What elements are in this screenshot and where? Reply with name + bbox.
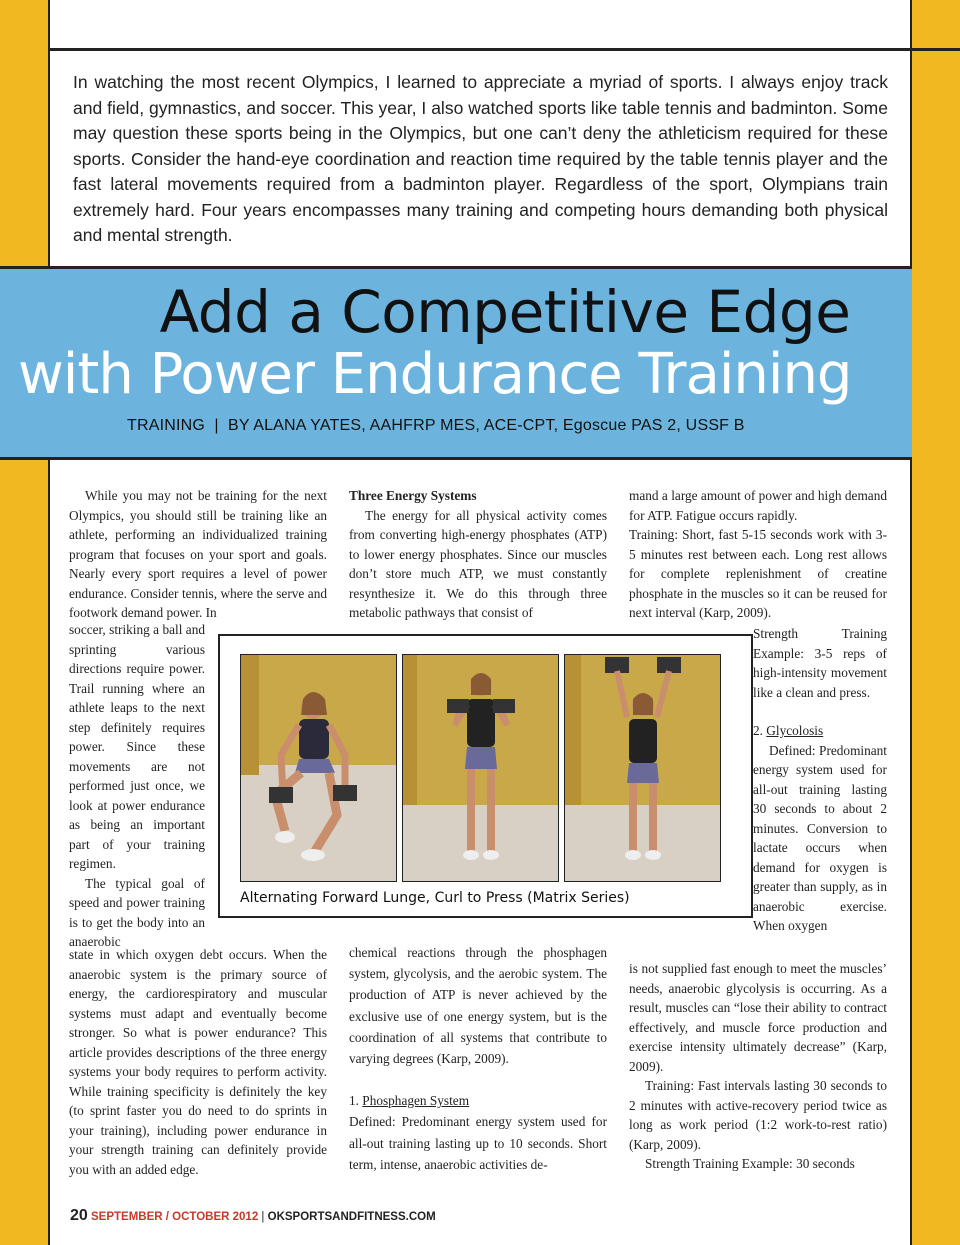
curl-illustration <box>403 655 558 881</box>
issue-date: SEPTEMBER / OCTOBER 2012 <box>91 1211 259 1223</box>
column-3-top <box>629 486 887 623</box>
lunge-illustration <box>241 655 396 881</box>
intro-paragraph: In watching the most recent Olympics, I learned to appreciate a myriad of sports. I always enjoy track and field, gymnastics, and soccer. This year, I also watched sports like table tennis and badminton. Some may question these sports being in the Olympics, but one can’t deny the athleticism required for these sports. Consider the hand-eye coordination and reaction time required by the table tennis player and the fast lateral movements required from a badminton player. Regardless of the sport, Olympians train extremely hard. Four years encompasses many training and competing hours demanding both physical and mental strength. <box>73 72 888 245</box>
left-yellow-border <box>0 0 48 1245</box>
footer-separator: | <box>258 1211 268 1223</box>
col1-paragraph-2: The typical goal of speed and power training is to get the body into an anaerobic <box>69 875 205 949</box>
col3-paragraph-4-cont: is not supplied fast enough to meet the muscles’ needs, anaerobic glycolysis is occurring. As a result, muscles can “lose their ability to contract effectively, and muscle force production and exercise intensity ultimately decrease” (Karp, 2009). <box>629 961 887 1074</box>
column-1-narrow <box>69 620 205 952</box>
phosphagen-definition: Defined: Predominant energy system used for all-out training lasting up to 10 seconds. Short term, intense, anaerobic activities de- <box>349 1114 607 1172</box>
list-item-phosphagen <box>349 1090 607 1111</box>
col1-paragraph-1: While you may not be training for the next Olympics, you should still be training like an athlete, performing an individualized training program that focuses on your sport and goals. Nearly every sport requires a level of power endurance. Consider tennis, where the serve and footwork demand power. In <box>69 488 327 620</box>
section-heading: Three Energy Systems <box>349 488 477 503</box>
right-yellow-border <box>912 0 960 1245</box>
right-rule <box>910 0 912 1245</box>
col3-paragraph-6: Strength Training Example: 30 seconds <box>645 1156 855 1171</box>
photo-forward-lunge <box>240 654 397 882</box>
col1-paragraph-1-cont: soccer, striking a ball and sprinting various directions require power. Trail running where an athlete leaps to the next step definitely requires power. Since these movements are not performed just once, we look at power endurance as being an important part of your training regimen. <box>69 622 205 871</box>
page-number: 20 <box>70 1207 88 1224</box>
col3-paragraph-3: Strength Training Example: 3-5 reps of high-intensity movement like a clean and press. <box>753 626 887 700</box>
list-number: 1. <box>349 1093 363 1109</box>
col3-paragraph-2: Training: Short, fast 5-15 seconds work with 3-5 minutes rest between each. Long rest allows for complete replenishment of creatine phosphate in the muscles so it can be reused for next interval (Karp, 2009). <box>629 527 887 620</box>
col1-paragraph-2-cont: state in which oxygen debt occurs. When the anaerobic system is the primary source of energy, the cardiorespiratory and muscular systems must adapt and eventually become stronger. So what is power endurance? This article provides descriptions of the three energy systems your body requires to perform activity. While training specificity is definitely the key (to sprint faster you do need to do sprints in your training), including power endurance in your strength training can definitely provide you with an added edge. <box>69 947 327 1177</box>
press-illustration <box>565 655 720 881</box>
list-number: 2. <box>753 723 767 738</box>
col3-paragraph-5: Training: Fast intervals lasting 30 seconds to 2 minutes with active-recovery period twice as long as work period (1:2 work-to-rest ratio) (Karp, 2009). <box>629 1078 887 1152</box>
column-3-narrow <box>753 624 887 936</box>
byline: TRAINING | BY ALANA YATES, AAHFRP MES, ACE-CPT, Egoscue PAS 2, USSF B <box>127 417 745 434</box>
website-link[interactable]: OKSPORTSANDFITNESS.COM <box>267 1211 436 1223</box>
col3-paragraph-1: mand a large amount of power and high demand for ATP. Fatigue occurs rapidly. <box>629 488 887 523</box>
column-2-bottom <box>349 942 607 1175</box>
top-rule <box>48 48 960 51</box>
page-footer <box>70 1207 436 1225</box>
left-rule <box>48 0 50 1245</box>
col2-paragraph-1: The energy for all physical activity comes from converting high-energy phosphates (ATP) to lower energy phosphates. Since our muscles don’t store much ATP, we must constantly resynthesize it. We do this through three metabolic pathways that consist of <box>349 507 607 620</box>
headline-line-1: Add a Competitive Edge <box>159 278 851 346</box>
phosphagen-heading: Phosphagen System <box>362 1093 470 1109</box>
col3-paragraph-4: Defined: Predominant energy system used for all-out training lasting 30 seconds to about 2 minutes. Conversion to lactate occurs when demand for oxygen is greater than supply, as in anaerobic exercise. When oxygen <box>753 742 887 933</box>
glycolosis-heading: Glycolosis <box>766 723 824 738</box>
list-item-glycolosis <box>753 721 887 741</box>
headline-line-2: with Power Endurance Training <box>18 342 852 407</box>
column-1-bottom <box>69 945 327 1179</box>
figure-caption: Alternating Forward Lunge, Curl to Press (Matrix Series) <box>240 890 630 906</box>
photo-press <box>564 654 721 882</box>
column-3-bottom <box>629 959 887 1174</box>
photo-curl <box>402 654 559 882</box>
col2-paragraph-1-cont: chemical reactions through the phosphagen system, glycolysis, and the aerobic system. The production of ATP is never achieved by the exclusive use of one energy system, but is the coordination of all systems that contribute to varying degrees (Karp, 2009). <box>349 945 607 1067</box>
column-2-top <box>349 486 607 623</box>
column-1-top <box>69 486 327 623</box>
